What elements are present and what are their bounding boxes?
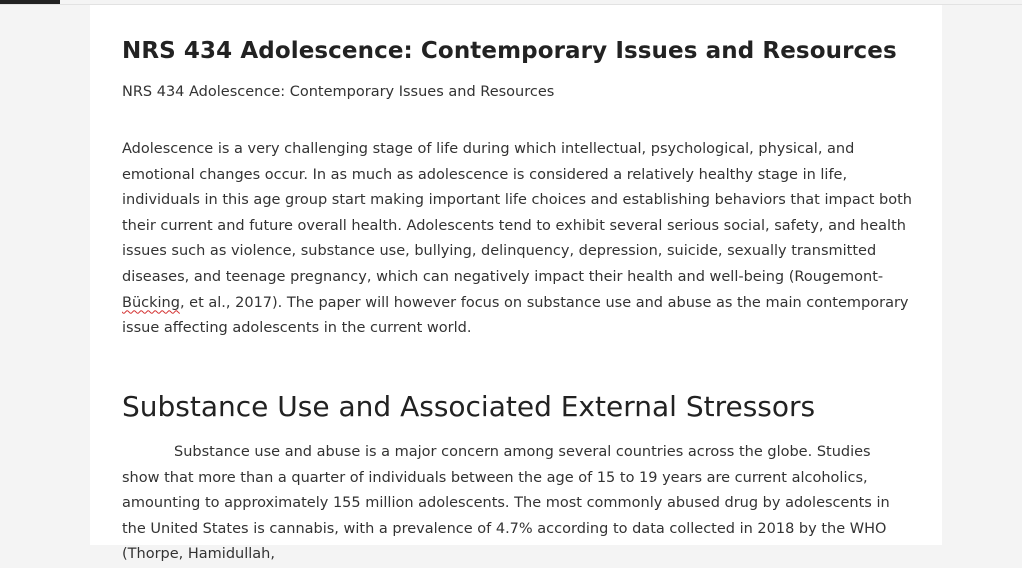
- intro-text-end: , et al., 2017). The paper will however focus on substance use and abuse as the main contemporary issue affecting adolescents in the current world.: [122, 294, 909, 337]
- intro-paragraph: [122, 137, 912, 342]
- section-paragraph: Substance use and abuse is a major concern among several countries across the globe. Studies show that more than a quarter of individuals between the age of 15 to 19 years are current alcoholics, amounting to approximately 155 million adolescents. The most commonly abused drug by adolescents in the United States is cannabis, with a prevalence of 4.7% according to data collected in 2018 by the WHO (Thorpe, Hamidullah,: [122, 444, 890, 563]
- section-heading: Substance Use and Associated External Stressors: [122, 390, 816, 423]
- top-bar-tab: [0, 0, 60, 4]
- intro-text-start: Adolescence is a very challenging stage of life during which intellectual, psychological, physical, and emotional changes occur. In as much as adolescence is considered a relatively healthy stage in life, individuals in this age group start making important life choices and establishing behaviors that impact both their current and future overall health. Adolescents tend to exhibit several serious social, safety, and health issues such as violence, substance use, bullying, delinquency, depression, suicide, sexually transmitted diseases, and teenage pregnancy, which can negatively impact their health and well-being (Rougemont-: [122, 141, 912, 285]
- page-title: NRS 434 Adolescence: Contemporary Issues and Resources: [122, 38, 897, 64]
- page-subtitle: NRS 434 Adolescence: Contemporary Issues and Resources: [122, 84, 555, 100]
- article-card: [90, 5, 942, 563]
- spellcheck-flagged-word: Bücking: [122, 294, 180, 311]
